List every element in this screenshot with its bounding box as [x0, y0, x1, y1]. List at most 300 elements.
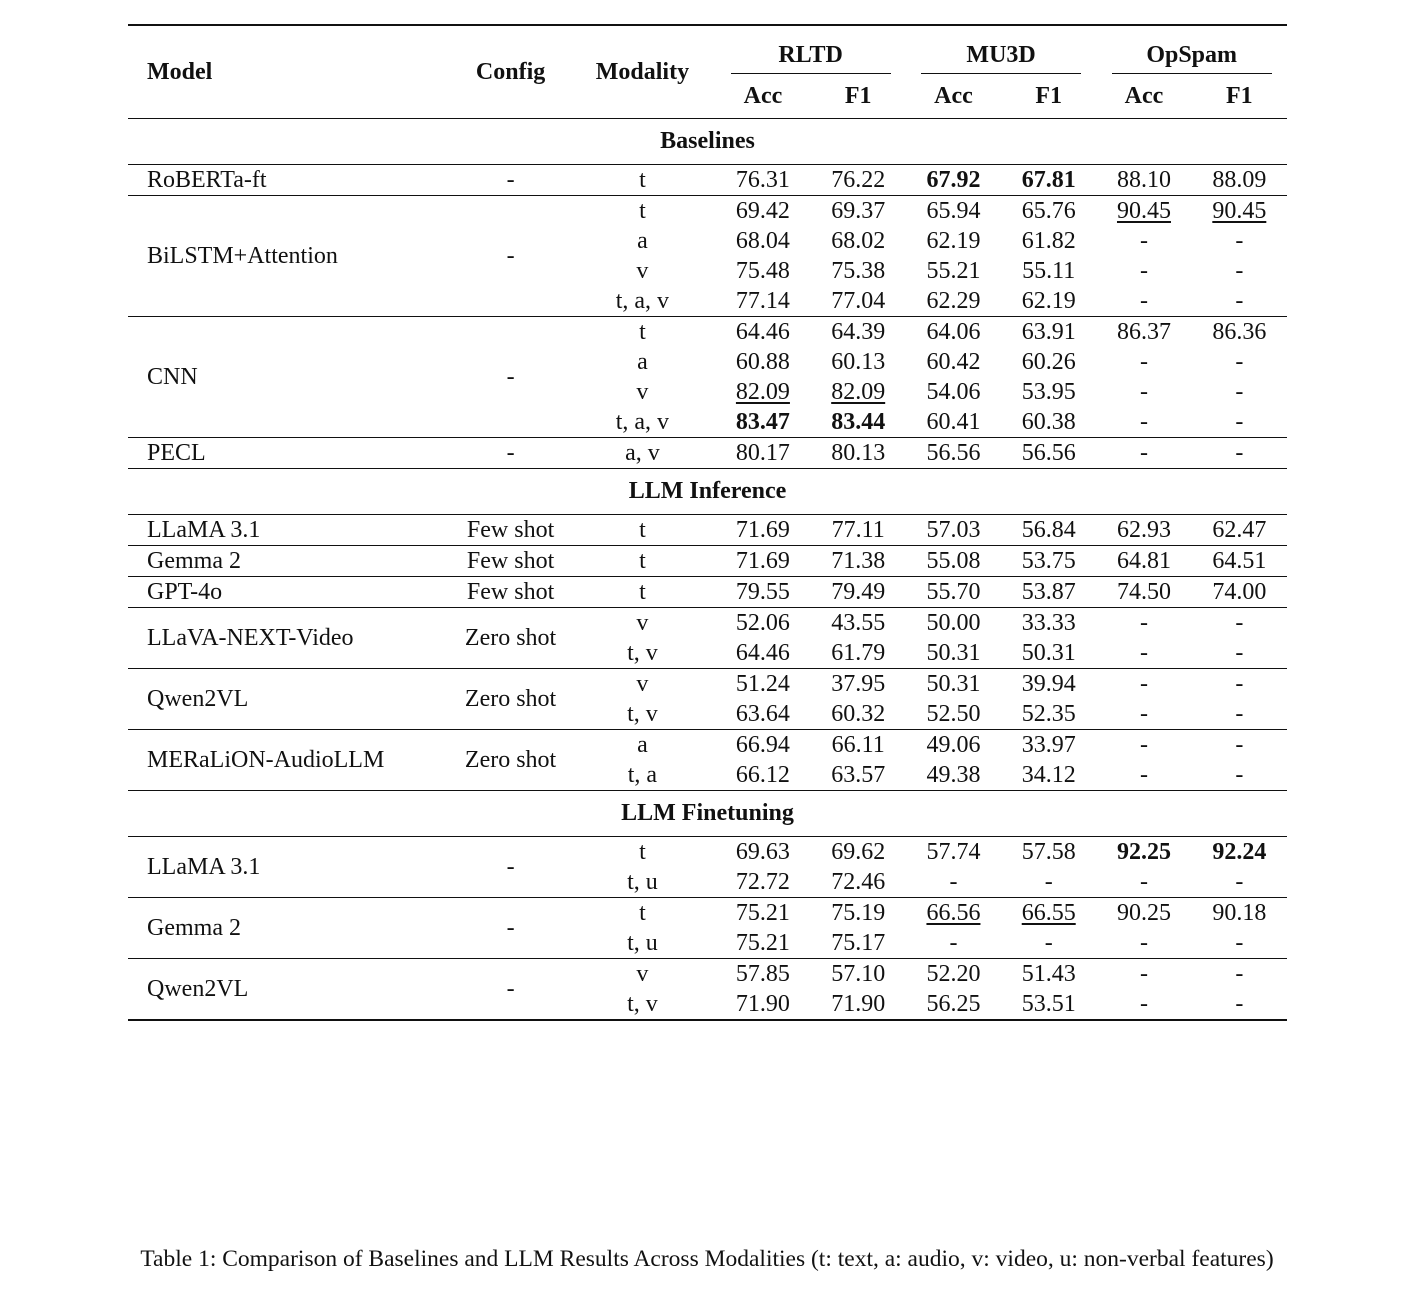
metric-value: -	[1139, 701, 1148, 727]
metric-value: 60.38	[1021, 409, 1076, 435]
config-cell: Zero shot	[452, 730, 570, 791]
value-cell	[1001, 438, 1096, 469]
metric-value: 71.38	[831, 548, 886, 574]
metric-value: 76.31	[735, 167, 790, 193]
modality-cell	[570, 669, 716, 730]
metric-value: -	[1139, 732, 1148, 758]
metric-value: -	[1235, 379, 1244, 405]
value-cell	[906, 515, 1001, 546]
section-header	[128, 791, 1287, 837]
metric-value: 55.08	[926, 548, 981, 574]
modality-value: t	[639, 548, 646, 574]
metric-value: 75.21	[735, 930, 790, 956]
metric-value: 86.36	[1212, 319, 1267, 345]
config-cell: -	[452, 837, 570, 898]
value-cell	[906, 317, 1001, 438]
header-metric: F1	[1225, 82, 1253, 109]
value-cell	[906, 669, 1001, 730]
model-cell: Gemma 2	[128, 898, 452, 959]
modality-value: t, a	[627, 762, 658, 788]
metric-value: 63.57	[831, 762, 886, 788]
modality-value: t	[639, 900, 646, 926]
model-group	[128, 515, 1287, 546]
metric-value: -	[1235, 440, 1244, 466]
value-cell	[1001, 959, 1096, 1021]
modality-value: t, a, v	[615, 409, 670, 435]
value-cell	[1096, 515, 1191, 546]
metric-value: -	[1235, 671, 1244, 697]
value-cell	[715, 898, 810, 959]
value-cell	[1001, 165, 1096, 196]
metric-value: -	[949, 869, 958, 895]
second-best-value: 82.09	[831, 379, 886, 405]
metric-value: 55.21	[926, 258, 981, 284]
header-metric: F1	[1035, 82, 1063, 109]
value-cell	[715, 438, 810, 469]
metric-value: 55.70	[926, 579, 981, 605]
metric-value: -	[1139, 228, 1148, 254]
metric-value: 33.33	[1021, 610, 1076, 636]
metric-value: 50.00	[926, 610, 981, 636]
metric-value: -	[1235, 732, 1244, 758]
metric-value: 68.04	[735, 228, 790, 254]
metric-value: 64.51	[1212, 548, 1267, 574]
modality-cell	[570, 438, 716, 469]
metric-value: -	[1139, 991, 1148, 1017]
value-cell	[715, 669, 810, 730]
metric-value: 60.32	[831, 701, 886, 727]
value-cell	[906, 837, 1001, 898]
value-cell	[811, 438, 906, 469]
value-cell	[1192, 196, 1287, 317]
value-cell	[715, 165, 810, 196]
metric-value: 69.63	[735, 839, 790, 865]
table-caption: Table 1: Comparison of Baselines and LLM Results Across Modalities (t: text, a: audio, v: video, u: non-verbal features)	[140, 1246, 1274, 1272]
metric-value: 56.56	[926, 440, 981, 466]
value-cell	[906, 608, 1001, 669]
value-cell	[811, 577, 906, 608]
value-cell	[811, 608, 906, 669]
value-cell	[1001, 898, 1096, 959]
value-cell	[1192, 577, 1287, 608]
metric-value: -	[1235, 762, 1244, 788]
section-header	[128, 469, 1287, 515]
metric-value: 75.21	[735, 900, 790, 926]
metric-value: 71.69	[735, 548, 790, 574]
model-group	[128, 837, 1287, 898]
header-metric: Acc	[934, 82, 973, 109]
modality-value: v	[636, 610, 649, 636]
metric-value: 86.37	[1116, 319, 1171, 345]
metric-value: -	[1235, 228, 1244, 254]
model-cell: RoBERTa-ft	[128, 165, 452, 196]
metric-value: 66.94	[735, 732, 790, 758]
table-row	[128, 837, 1287, 898]
metric-value: 51.43	[1021, 961, 1076, 987]
header-config: Config	[452, 25, 570, 119]
modality-value: t, v	[627, 991, 658, 1017]
value-cell	[1192, 515, 1287, 546]
value-cell	[1001, 515, 1096, 546]
best-value: 83.44	[831, 409, 886, 435]
header-dataset-label: MU3D	[921, 42, 1081, 74]
model-cell: BiLSTM+Attention	[128, 196, 452, 317]
metric-value: 50.31	[926, 640, 981, 666]
value-cell	[1192, 165, 1287, 196]
value-cell	[811, 730, 906, 791]
metric-value: 57.10	[831, 961, 886, 987]
modality-value: a, v	[625, 440, 660, 466]
value-cell	[1192, 546, 1287, 577]
value-cell	[715, 577, 810, 608]
value-cell	[906, 730, 1001, 791]
model-group	[128, 165, 1287, 196]
metric-value: -	[1139, 762, 1148, 788]
value-cell	[1192, 730, 1287, 791]
value-cell	[811, 515, 906, 546]
metric-value: 62.19	[926, 228, 981, 254]
config-cell: Few shot	[452, 515, 570, 546]
metric-value: 64.81	[1116, 548, 1171, 574]
modality-cell	[570, 196, 716, 317]
metric-value: 64.06	[926, 319, 981, 345]
metric-value: 61.79	[831, 640, 886, 666]
model-cell: Qwen2VL	[128, 669, 452, 730]
config-cell: Zero shot	[452, 669, 570, 730]
metric-value: 57.03	[926, 517, 981, 543]
table-row	[128, 438, 1287, 469]
metric-value: 75.19	[831, 900, 886, 926]
metric-value: 77.11	[831, 517, 885, 543]
table-row	[128, 898, 1287, 959]
best-value: 67.81	[1021, 167, 1076, 193]
modality-value: t	[639, 839, 646, 865]
modality-value: t, u	[627, 869, 658, 895]
metric-value: 80.13	[831, 440, 886, 466]
metric-value: 71.90	[831, 991, 886, 1017]
metric-value	[1001, 898, 1096, 928]
metric-value: -	[1235, 349, 1244, 375]
header-dataset-label: RLTD	[731, 42, 891, 74]
metric-value: 69.42	[735, 198, 790, 224]
metric-value: 75.17	[831, 930, 886, 956]
metric-value: 65.76	[1021, 198, 1076, 224]
metric-value: 53.51	[1021, 991, 1076, 1017]
value-cell	[1192, 837, 1287, 898]
metric-value: 55.11	[1022, 258, 1076, 284]
modality-cell	[570, 608, 716, 669]
table-row	[128, 546, 1287, 577]
metric-value	[1096, 196, 1191, 226]
metric-value	[1192, 837, 1287, 867]
value-cell	[715, 196, 810, 317]
best-value: 67.92	[926, 167, 981, 193]
metric-value: -	[1139, 440, 1148, 466]
modality-value: a	[637, 732, 648, 758]
value-cell	[1096, 577, 1191, 608]
second-best-value: 82.09	[735, 379, 790, 405]
metric-value: 39.94	[1021, 671, 1076, 697]
value-cell	[1096, 438, 1191, 469]
metric-value: 63.91	[1021, 319, 1076, 345]
metric-value: 71.69	[735, 517, 790, 543]
modality-value: t, a, v	[615, 288, 670, 314]
metric-value: 74.00	[1212, 579, 1267, 605]
value-cell	[1096, 546, 1191, 577]
metric-value: 60.88	[735, 349, 790, 375]
metric-value: 80.17	[735, 440, 790, 466]
metric-value: 90.18	[1212, 900, 1267, 926]
header-modality: Modality	[570, 25, 716, 119]
metric-value: 56.25	[926, 991, 981, 1017]
modality-value: a	[637, 228, 648, 254]
value-cell	[1096, 196, 1191, 317]
metric-value: 69.62	[831, 839, 886, 865]
table-row	[128, 608, 1287, 669]
config-cell: Few shot	[452, 577, 570, 608]
table-row	[128, 669, 1287, 730]
value-cell	[715, 608, 810, 669]
model-group	[128, 577, 1287, 608]
table-row	[128, 196, 1287, 317]
value-cell	[715, 730, 810, 791]
modality-value: t	[639, 517, 646, 543]
modality-cell	[570, 959, 716, 1021]
value-cell	[906, 546, 1001, 577]
metric-value: 74.50	[1116, 579, 1171, 605]
metric-value	[906, 165, 1001, 195]
value-cell	[1192, 669, 1287, 730]
metric-value: 77.04	[831, 288, 886, 314]
metric-value: 54.06	[926, 379, 981, 405]
metric-value: -	[1139, 930, 1148, 956]
metric-value: 72.72	[735, 869, 790, 895]
value-cell	[1096, 837, 1191, 898]
metric-value: 52.35	[1021, 701, 1076, 727]
value-cell	[811, 317, 906, 438]
modality-cell	[570, 165, 716, 196]
model-cell: LLaMA 3.1	[128, 837, 452, 898]
value-cell	[1096, 608, 1191, 669]
model-cell: MERaLiON-AudioLLM	[128, 730, 452, 791]
value-cell	[811, 669, 906, 730]
value-cell	[906, 577, 1001, 608]
table-row	[128, 730, 1287, 791]
model-group	[128, 546, 1287, 577]
metric-value: 75.48	[735, 258, 790, 284]
modality-value: t	[639, 167, 646, 193]
value-cell	[1192, 898, 1287, 959]
metric-value: -	[1139, 288, 1148, 314]
model-group	[128, 196, 1287, 317]
metric-value: 49.38	[926, 762, 981, 788]
value-cell	[906, 196, 1001, 317]
metric-value: 57.74	[926, 839, 981, 865]
value-cell	[811, 959, 906, 1021]
metric-value: 64.46	[735, 319, 790, 345]
model-group	[128, 438, 1287, 469]
metric-value: -	[1139, 409, 1148, 435]
metric-value: 72.46	[831, 869, 886, 895]
metric-value: 77.14	[735, 288, 790, 314]
best-value: 92.24	[1212, 839, 1267, 865]
metric-value: 53.87	[1021, 579, 1076, 605]
value-cell	[1001, 317, 1096, 438]
value-cell	[1001, 608, 1096, 669]
metric-value: 69.37	[831, 198, 886, 224]
metric-value: 79.49	[831, 579, 886, 605]
section-header	[128, 119, 1287, 165]
header-metric: Acc	[743, 82, 783, 109]
metric-value: 50.31	[926, 671, 981, 697]
second-best-value: 90.45	[1212, 198, 1267, 224]
results-table	[128, 24, 1287, 1021]
metric-value: 53.95	[1021, 379, 1076, 405]
model-cell: LLaVA-NEXT-Video	[128, 608, 452, 669]
metric-value: -	[1139, 961, 1148, 987]
metric-value: -	[949, 930, 958, 956]
value-cell	[1192, 317, 1287, 438]
header-metric: Acc	[1124, 82, 1164, 109]
model-group	[128, 959, 1287, 1021]
modality-cell	[570, 546, 716, 577]
metric-value: 57.58	[1021, 839, 1076, 865]
metric-value: -	[1235, 409, 1244, 435]
metric-value: -	[1235, 961, 1244, 987]
metric-value: -	[1139, 671, 1148, 697]
table-row	[128, 165, 1287, 196]
header-metric: F1	[844, 82, 872, 109]
metric-value: 51.24	[735, 671, 790, 697]
section-title: Baselines	[128, 119, 1287, 165]
modality-cell	[570, 515, 716, 546]
metric-value: 64.46	[735, 640, 790, 666]
header-dataset-opspam	[1096, 25, 1287, 74]
metric-value: 50.31	[1021, 640, 1076, 666]
value-cell	[1192, 608, 1287, 669]
value-cell	[906, 438, 1001, 469]
metric-value: 60.26	[1021, 349, 1076, 375]
modality-cell	[570, 317, 716, 438]
config-cell: -	[452, 317, 570, 438]
header-dataset-label: OpSpam	[1112, 42, 1272, 74]
value-cell	[811, 546, 906, 577]
model-group	[128, 317, 1287, 438]
value-cell	[811, 898, 906, 959]
modality-value: t	[639, 198, 646, 224]
table-row	[128, 577, 1287, 608]
model-group	[128, 608, 1287, 669]
model-cell: GPT-4o	[128, 577, 452, 608]
value-cell	[906, 165, 1001, 196]
metric-value: 76.22	[831, 167, 886, 193]
metric-value: -	[1044, 930, 1053, 956]
metric-value: 33.97	[1021, 732, 1076, 758]
value-cell	[715, 546, 810, 577]
metric-value: 52.06	[735, 610, 790, 636]
metric-value: 60.13	[831, 349, 886, 375]
metric-value: 57.85	[735, 961, 790, 987]
metric-value: 37.95	[831, 671, 886, 697]
value-cell	[1001, 577, 1096, 608]
metric-value	[715, 377, 810, 407]
metric-value: -	[1139, 869, 1148, 895]
metric-value: 64.39	[831, 319, 886, 345]
metric-value: 66.12	[735, 762, 790, 788]
model-cell: LLaMA 3.1	[128, 515, 452, 546]
metric-value: -	[1235, 930, 1244, 956]
config-cell: -	[452, 959, 570, 1021]
value-cell	[906, 898, 1001, 959]
value-cell	[811, 165, 906, 196]
model-cell: Qwen2VL	[128, 959, 452, 1021]
value-cell	[1001, 196, 1096, 317]
value-cell	[715, 317, 810, 438]
value-cell	[1001, 730, 1096, 791]
metric-value: 90.25	[1116, 900, 1171, 926]
value-cell	[715, 515, 810, 546]
metric-value: 52.20	[926, 961, 981, 987]
metric-value: 62.47	[1212, 517, 1267, 543]
value-cell	[811, 837, 906, 898]
metric-value: 88.10	[1116, 167, 1171, 193]
metric-value: 56.56	[1021, 440, 1076, 466]
metric-value: 66.11	[831, 732, 885, 758]
metric-value: -	[1139, 640, 1148, 666]
model-group	[128, 669, 1287, 730]
modality-value: v	[636, 961, 649, 987]
config-cell: -	[452, 898, 570, 959]
section-title: LLM Inference	[128, 469, 1287, 515]
modality-value: t	[639, 319, 646, 345]
value-cell	[1096, 317, 1191, 438]
modality-cell	[570, 577, 716, 608]
value-cell	[1096, 898, 1191, 959]
metric-value: -	[1235, 701, 1244, 727]
model-group	[128, 730, 1287, 791]
value-cell	[715, 959, 810, 1021]
modality-value: t, v	[627, 640, 658, 666]
modality-cell	[570, 898, 716, 959]
config-cell: Few shot	[452, 546, 570, 577]
metric-value: 60.42	[926, 349, 981, 375]
metric-value: -	[1235, 610, 1244, 636]
modality-value: t, v	[627, 701, 658, 727]
metric-value: 62.19	[1021, 288, 1076, 314]
metric-value: -	[1235, 258, 1244, 284]
metric-value	[811, 407, 906, 437]
metric-value: -	[1139, 610, 1148, 636]
metric-value: 56.84	[1021, 517, 1076, 543]
model-cell: Gemma 2	[128, 546, 452, 577]
header-dataset-mu3d	[906, 25, 1097, 74]
value-cell	[1096, 730, 1191, 791]
header-model: Model	[128, 25, 452, 119]
modality-value: t	[639, 579, 646, 605]
metric-value	[1192, 196, 1287, 226]
table-header	[128, 25, 1287, 119]
metric-value: 60.41	[926, 409, 981, 435]
metric-value: -	[1235, 991, 1244, 1017]
metric-value	[906, 898, 1001, 928]
metric-value: 79.55	[735, 579, 790, 605]
model-cell: CNN	[128, 317, 452, 438]
metric-value: 53.75	[1021, 548, 1076, 574]
metric-value: 62.29	[926, 288, 981, 314]
metric-value: 65.94	[926, 198, 981, 224]
config-cell: -	[452, 165, 570, 196]
metric-value: 43.55	[831, 610, 886, 636]
